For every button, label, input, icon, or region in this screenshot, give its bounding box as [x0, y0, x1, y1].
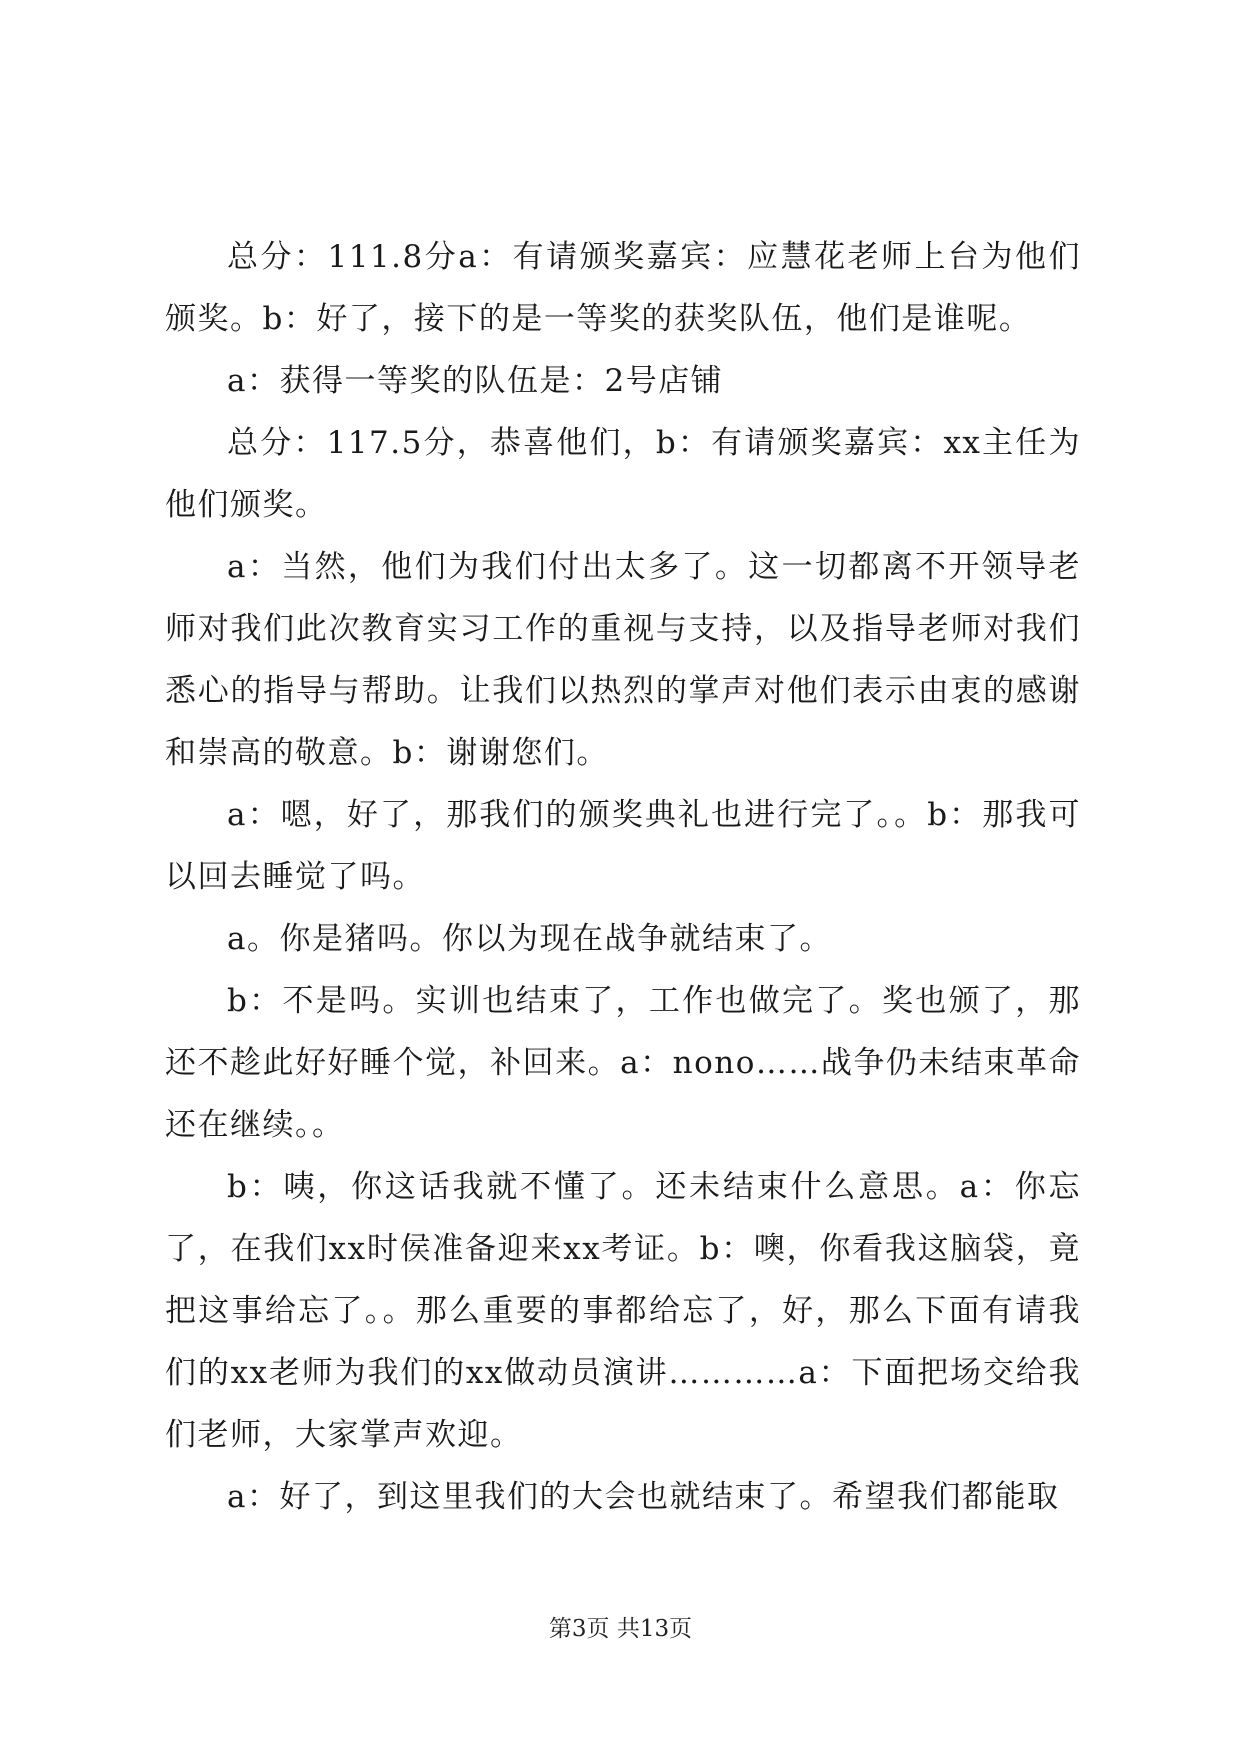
paragraph: b：咦，你这话我就不懂了。还未结束什么意思。a：你忘了，在我们xx时侯准备迎来xx考证。b：噢，你看我这脑袋，竟把这事给忘了。。那么重要的事都给忘了，好，那么下面有请我们的xx老师为我们的xx做动员演讲…………a：下面把场交给我们老师，大家掌声欢迎。 [165, 1169, 1081, 1453]
paragraph: a。你是猪吗。你以为现在战争就结束了。 [227, 921, 832, 957]
paragraph: 总分：111.8分a：有请颁奖嘉宾：应慧花老师上台为他们颁奖。b：好了，接下的是一等奖的获奖队伍，他们是谁呢。 [165, 239, 1081, 337]
page-footer: 第3页 共13页 [548, 1616, 693, 1642]
paragraph: a：嗯，好了，那我们的颁奖典礼也进行完了。。b：那我可以回去睡觉了吗。 [165, 797, 1081, 895]
paragraph: b：不是吗。实训也结束了，工作也做完了。奖也颁了，那还不趁此好好睡个觉，补回来。a：nono……战争仍未结束革命还在继续。。 [165, 983, 1081, 1143]
paragraph: 总分：117.5分，恭喜他们，b：有请颁奖嘉宾：xx主任为他们颁奖。 [165, 425, 1081, 523]
paragraph: a：好了，到这里我们的大会也就结束了。希望我们都能取 [227, 1479, 1060, 1515]
paragraph: a：获得一等奖的队伍是：2号店铺 [227, 363, 724, 399]
paragraph: a：当然，他们为我们付出太多了。这一切都离不开领导老师对我们此次教育实习工作的重视与支持，以及指导老师对我们悉心的指导与帮助。让我们以热烈的掌声对他们表示由衷的感谢和崇高的敬意。b：谢谢您们。 [165, 549, 1081, 771]
document-body [165, 226, 1081, 1528]
